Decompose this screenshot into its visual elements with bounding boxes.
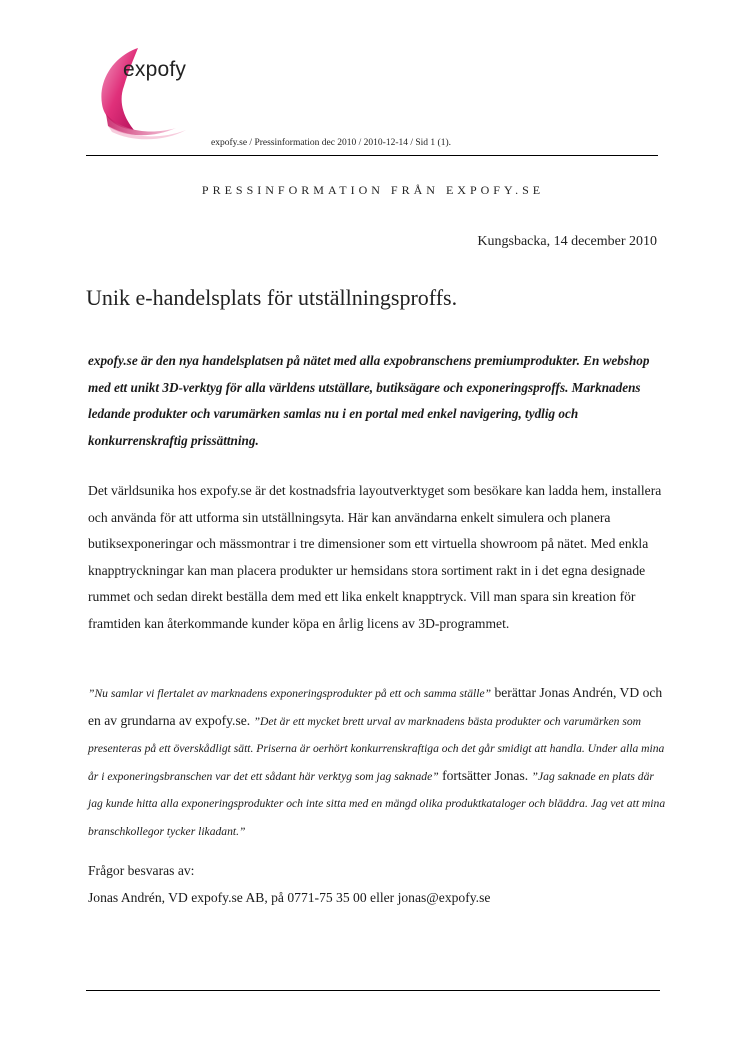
brand-name: expofy: [123, 58, 187, 81]
headline: Unik e-handelsplats för utställningsproffs.: [86, 285, 458, 310]
contact-line: Jonas Andrén, VD expofy.se AB, på 0771-75 35 00 eller jonas@expofy.se: [88, 889, 491, 905]
quote-3: ”Jag saknade en plats där jag kunde hitta alla exponeringsprodukter och inte sitta med en mängd olika produktkataloger och bläddra. Jag vet att mina branschkollegor tycker likadant.”: [88, 769, 666, 838]
bottom-divider: [86, 990, 660, 991]
contact-label: Frågor besvaras av:: [88, 863, 195, 878]
document-meta-line: expofy.se / Pressinformation dec 2010 / 2010-12-14 / Sid 1 (1).: [211, 138, 452, 148]
quote-paragraph: [88, 680, 668, 845]
top-divider: [86, 155, 658, 156]
place-and-date: Kungsbacka, 14 december 2010: [477, 234, 657, 249]
quote-attribution-1: berättar Jonas Andrén, VD och en av grundarna av expofy.se.: [88, 685, 663, 728]
lead-paragraph: expofy.se är den nya handelsplatsen på nätet med alla expobranschens premiumprodukter. En webshop med ett unikt 3D-verktyg för alla världens utställare, butiksägare och exponeringsproffs. Marknadens ledande produkter och varumärken samlas nu i en portal med enkel navigering, tydlig och konkurrenskraftig prissättning.: [88, 353, 650, 448]
quote-attribution-2: fortsätter Jonas.: [438, 767, 532, 783]
quote-1: ”Nu samlar vi flertalet av marknadens exponeringsprodukter på ett och samma ställe”: [88, 687, 492, 700]
body-paragraph: Det världsunika hos expofy.se är det kostnadsfria layoutverktyget som besökare kan ladda hem, installera och använda för att utforma sin utställningsyta. Här kan användarna enkelt simulera och planera butiksexponeringar och mässmontrar i tre dimensioner som ett virtuella showroom på nätet. Med enkla knapptryckningar kan man placera produkter ur hemsidans stora sortiment rakt in i det egna designade rummet och sedan direkt beställa dem med ett lika enkelt knapptryck. Vill man spara sin kreation för framtiden kan återkommande kunder köpa en årlig licens av 3D-programmet.: [88, 483, 662, 631]
quote-2: ”Det är ett mycket brett urval av marknadens bästa produkter och varumärken som presenteras på ett överskådligt sätt. Priserna är oerhört konkurrenskraftiga och det går smidigt att handla. Under alla mina år i exponeringsbranschen var det ett sådant här verktyg som jag saknade”: [88, 714, 665, 783]
press-release-kicker: PRESSINFORMATION FRÅN EXPOFY.SE: [201, 183, 545, 197]
contact-block: [88, 858, 668, 911]
